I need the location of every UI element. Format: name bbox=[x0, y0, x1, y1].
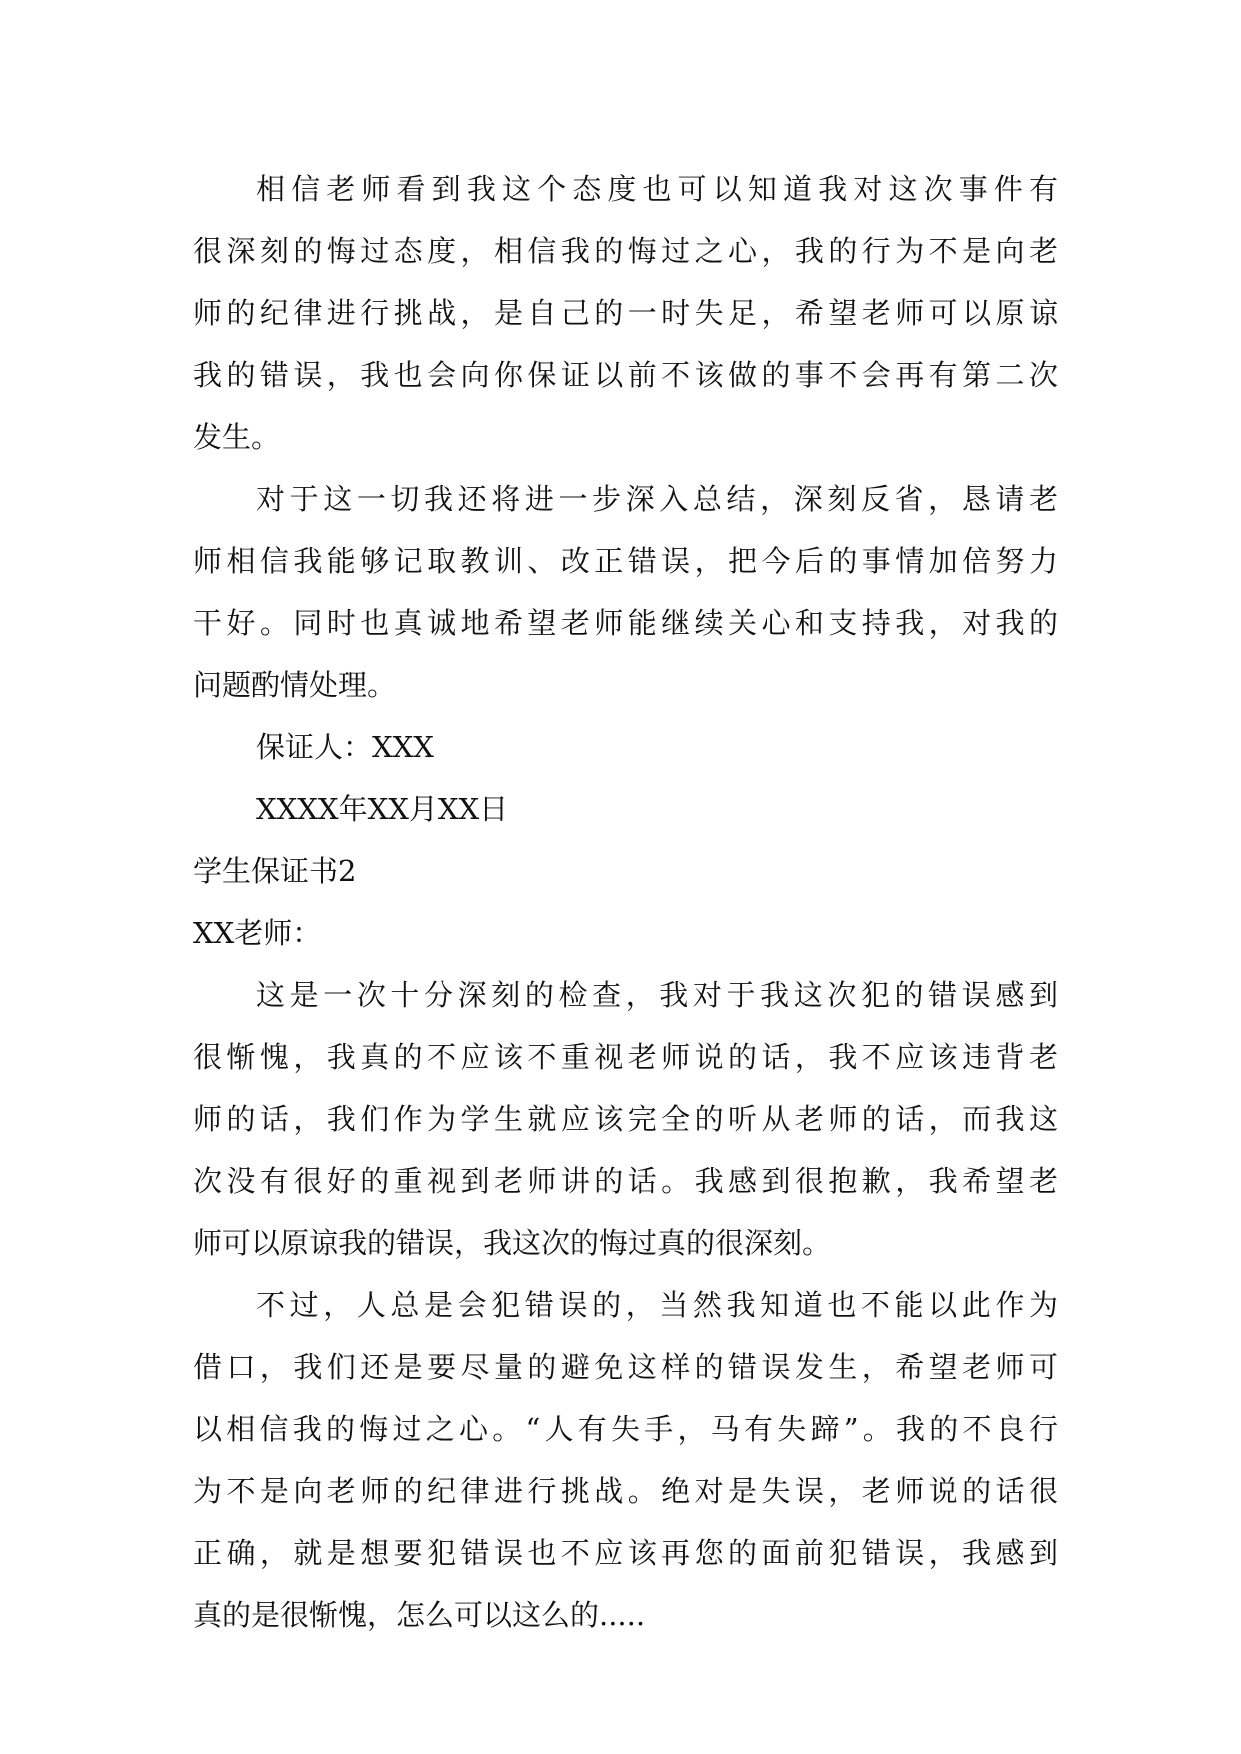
text-line: 发生。 bbox=[193, 420, 281, 454]
text-line: 次没有很好的重视到老师讲的话。我感到很抱歉，我希望老 bbox=[193, 1164, 1058, 1198]
text-line: 这是一次十分深刻的检查，我对于我这次犯的错误感到 bbox=[256, 978, 1058, 1012]
paragraph-apology-attitude bbox=[193, 158, 1058, 468]
text-line: 正确，就是想要犯错误也不应该再您的面前犯错误，我感到 bbox=[193, 1536, 1058, 1570]
text-line: 问题酌情处理。 bbox=[193, 668, 397, 702]
signature-date bbox=[193, 778, 1058, 840]
paragraph-mistakes bbox=[193, 1274, 1058, 1646]
text-line: 干好。同时也真诚地希望老师能继续关心和支持我，对我的 bbox=[193, 606, 1058, 640]
text-line: 为不是向老师的纪律进行挑战。绝对是失误，老师说的话很 bbox=[193, 1474, 1058, 1508]
salutation bbox=[193, 902, 1058, 964]
text-line: 师可以原谅我的错误，我这次的悔过真的很深刻。 bbox=[193, 1226, 832, 1260]
text-line: 很惭愧，我真的不应该不重视老师说的话，我不应该违背老 bbox=[193, 1040, 1058, 1074]
document-body bbox=[193, 158, 1058, 1646]
section-title: 学生保证书2 bbox=[193, 854, 357, 888]
date-line: XXXX年XX月XX日 bbox=[256, 792, 509, 826]
paragraph-reflection bbox=[193, 468, 1058, 716]
text-line: 师的话，我们作为学生就应该完全的听从老师的话，而我这 bbox=[193, 1102, 1058, 1136]
text-line: 不过，人总是会犯错误的，当然我知道也不能以此作为 bbox=[256, 1288, 1058, 1322]
text-line: 以相信我的悔过之心。“人有失手，马有失蹄”。我的不良行 bbox=[193, 1412, 1058, 1446]
text-line: 师的纪律进行挑战，是自己的一时失足，希望老师可以原谅 bbox=[193, 296, 1058, 330]
text-line: 对于这一切我还将进一步深入总结，深刻反省，恳请老 bbox=[256, 482, 1058, 516]
text-line: 真的是很惭愧，怎么可以这么的..... bbox=[193, 1598, 646, 1632]
salutation-line: XX老师： bbox=[193, 916, 322, 950]
text-line: 很深刻的悔过态度，相信我的悔过之心，我的行为不是向老 bbox=[193, 234, 1058, 268]
section-heading bbox=[193, 840, 1058, 902]
guarantor-line: 保证人：XXX bbox=[256, 730, 434, 764]
signature-guarantor bbox=[193, 716, 1058, 778]
paragraph-self-examination bbox=[193, 964, 1058, 1274]
text-line: 师相信我能够记取教训、改正错误，把今后的事情加倍努力 bbox=[193, 544, 1058, 578]
text-line: 相信老师看到我这个态度也可以知道我对这次事件有 bbox=[256, 172, 1058, 206]
text-line: 借口，我们还是要尽量的避免这样的错误发生，希望老师可 bbox=[193, 1350, 1058, 1384]
text-line: 我的错误，我也会向你保证以前不该做的事不会再有第二次 bbox=[193, 358, 1058, 392]
